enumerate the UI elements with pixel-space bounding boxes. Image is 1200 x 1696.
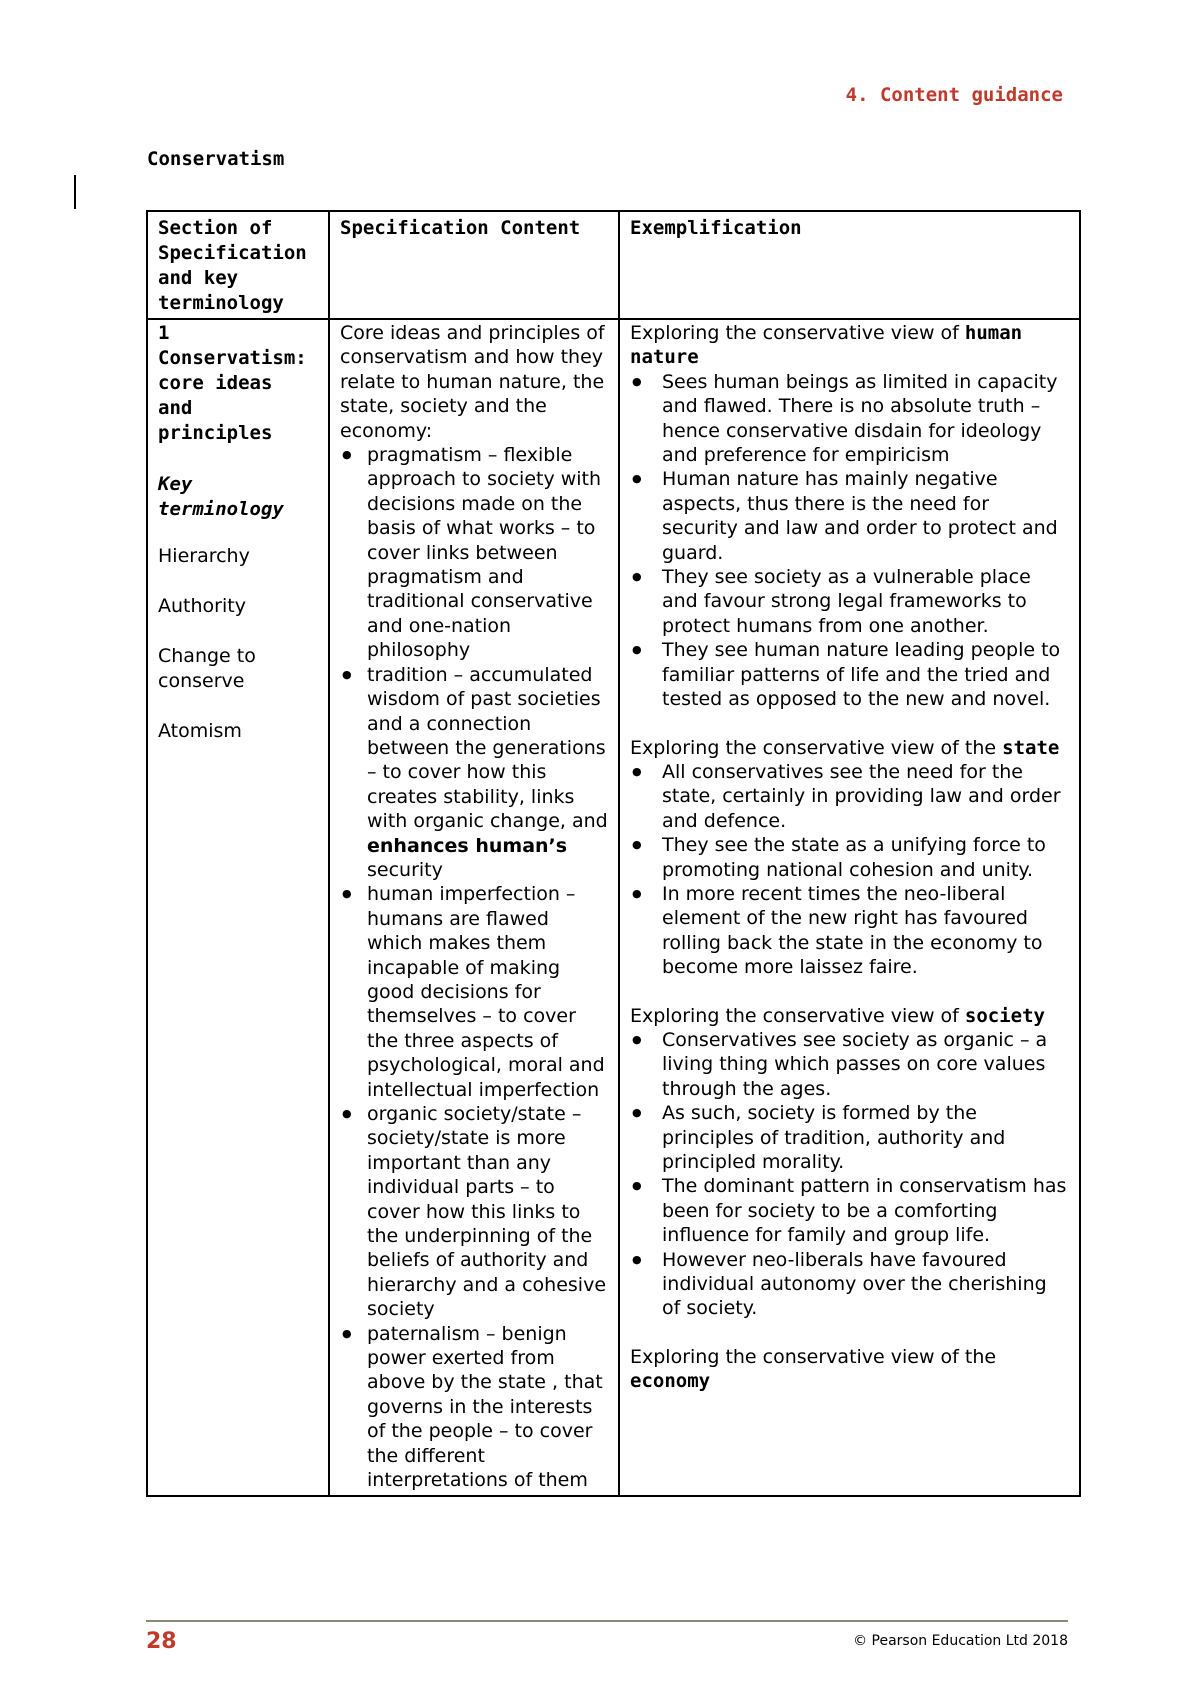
list-item: ● Human nature has mainly negative aspects, thus there is the need for security and law and order to protect and guard.	[630, 467, 1069, 565]
header-exemplification: Exemplification	[619, 211, 1080, 319]
key-terminology-label: Key terminology	[158, 473, 284, 520]
ex-intro: Exploring the conservative view of	[630, 1004, 959, 1027]
content-item-tradition	[340, 663, 608, 883]
header-spec-content: Specification Content	[329, 211, 619, 319]
exemplification-human-nature	[630, 321, 1069, 712]
ex-keyword: state	[1002, 736, 1060, 759]
tradition-emphasis: enhances human’s	[367, 834, 568, 857]
table-row	[147, 319, 1080, 1496]
list-item: ● Conservatives see society as organic – a living thing which passes on core values through the ages.	[630, 1028, 1069, 1101]
ex-intro: Exploring the conservative view of the	[630, 736, 997, 759]
page-number: 28	[146, 1629, 177, 1654]
section-number: 1	[158, 322, 170, 344]
list-item: ● They see human nature leading people to familiar patterns of life and the tried and tested as opposed to the new and novel.	[630, 638, 1069, 711]
page-title: Conservatism	[147, 148, 285, 170]
content-item-organic-society: ● organic society/state – society/state is more important than any individual parts – to cover how this links to the underpinning of the beliefs of authority and hierarchy and a cohesive society	[340, 1102, 608, 1322]
ex-intro: Exploring the conservative view of the	[630, 1345, 997, 1368]
list-item: ● They see the state as a unifying force to promoting national cohesion and unity.	[630, 833, 1069, 882]
header-section: Section of Specification and key terminology	[147, 211, 329, 319]
section-header: 4. Content guidance	[845, 84, 1063, 106]
exemplification-society	[630, 1004, 1069, 1321]
section-cell	[147, 319, 329, 1496]
content-item-pragmatism: ● pragmatism – flexible approach to society with decisions made on the basis of what works – to cover links between pragmatism and traditional conservative and one-nation philosophy	[340, 443, 608, 663]
tradition-text: tradition – accumulated wisdom of past societies and a connection between the generations – to cover how this creates stability, links with organic change, and	[367, 663, 608, 833]
ex-intro: Exploring the conservative view of	[630, 322, 959, 344]
list-item: ● They see society as a vulnerable place and favour strong legal frameworks to protect humans from one another.	[630, 565, 1069, 638]
section-title: Conservatism: core ideas and principles	[158, 347, 307, 444]
ex-keyword: human nature	[630, 322, 1023, 369]
term-atomism: Atomism	[158, 720, 242, 742]
ex-keyword: society	[964, 1004, 1045, 1027]
text-cursor	[74, 175, 76, 209]
list-item: ● In more recent times the neo-liberal element of the new right has favoured rolling back the state in the economy to become more laissez faire.	[630, 882, 1069, 980]
exemplification-economy	[630, 1345, 1069, 1394]
exemplification-cell	[619, 319, 1080, 1496]
spec-content-cell	[329, 319, 619, 1496]
content-list	[340, 443, 608, 1492]
tradition-end: security	[367, 858, 443, 881]
copyright-notice: © Pearson Education Ltd 2018	[853, 1633, 1068, 1649]
ex-keyword: economy	[630, 1370, 711, 1393]
content-intro: Core ideas and principles of conservatism and how they relate to human nature, the state, society and the economy:	[340, 322, 605, 442]
specification-table	[146, 210, 1081, 1497]
footer-divider	[146, 1620, 1068, 1622]
exemplification-state	[630, 736, 1069, 980]
content-item-human-imperfection: ● human imperfection – humans are flawed which makes them incapable of making good decisions for themselves – to cover the three aspects of psychological, moral and intellectual imperfection	[340, 882, 608, 1102]
list-item: ● However neo-liberals have favoured individual autonomy over the cherishing of society.	[630, 1248, 1069, 1321]
term-change-to-conserve: Change to conserve	[158, 645, 256, 692]
list-item: ● Sees human beings as limited in capacity and flawed. There is no absolute truth – hence conservative disdain for ideology and preference for empiricism	[630, 370, 1069, 468]
term-authority: Authority	[158, 595, 246, 617]
content-item-paternalism: ● paternalism – benign power exerted from above by the state , that governs in the interests of the people – to cover the different interpretations of them	[340, 1322, 608, 1493]
table-header-row	[147, 211, 1080, 319]
list-item: ● As such, society is formed by the principles of tradition, authority and principled morality.	[630, 1101, 1069, 1174]
list-item: ● The dominant pattern in conservatism has been for society to be a comforting influence for family and group life.	[630, 1174, 1069, 1247]
list-item: ● All conservatives see the need for the state, certainly in providing law and order and defence.	[630, 760, 1069, 833]
term-hierarchy: Hierarchy	[158, 545, 250, 567]
